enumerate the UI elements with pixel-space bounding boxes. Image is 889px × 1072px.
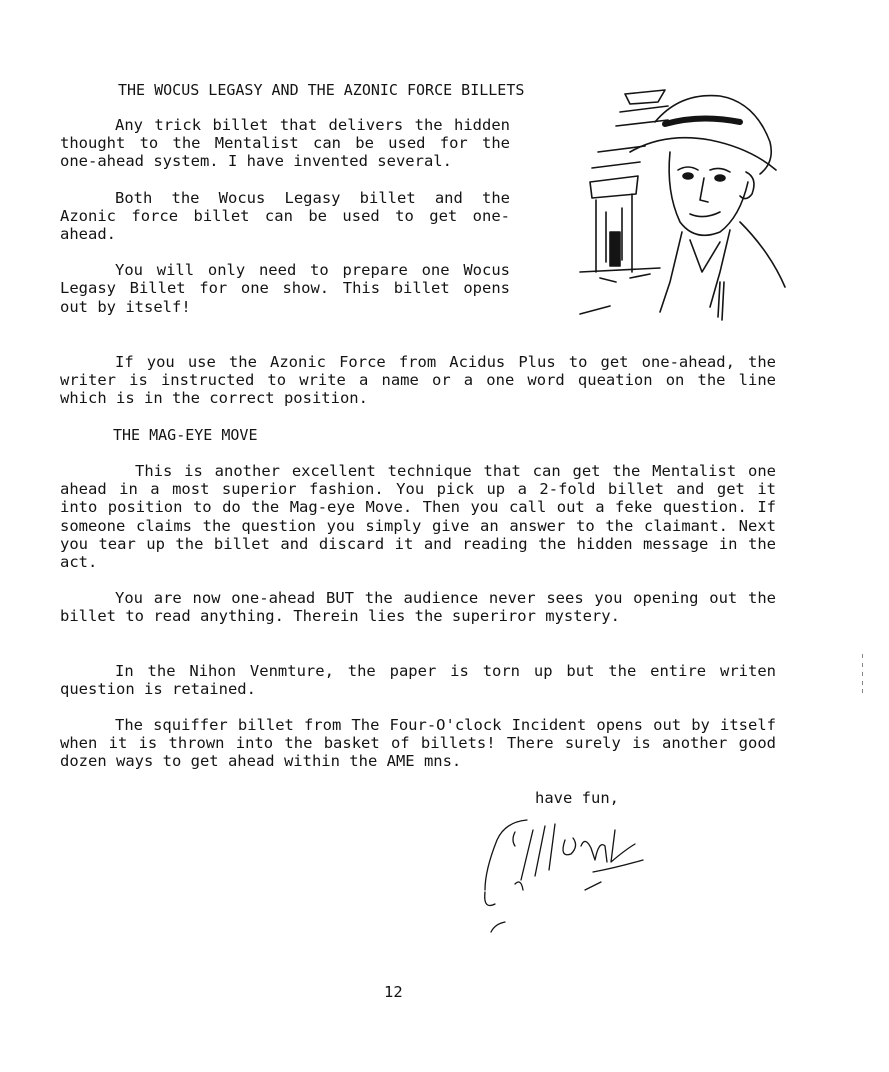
scan-edge-marks <box>861 654 864 694</box>
body-paragraph: You are now one-ahead BUT the audience never sees you opening out the billet to read anything. Therein lies the superiror mystery. <box>60 589 776 626</box>
nihon-paragraph-block <box>60 662 776 698</box>
section-subheading: THE MAG-EYE MOVE <box>113 426 258 444</box>
body-paragraph: The squiffer billet from The Four-O'clock Incident opens out by itself when it is thrown into the basket of billets! There surely is another good dozen ways to get ahead within the AME mns. <box>60 716 776 771</box>
intro-paragraph: You will only need to prepare one Wocus Legasy Billet for one show. This billet opens out by itself! <box>60 261 510 316</box>
page-number: 12 <box>384 983 403 1001</box>
mag-eye-paragraph-block <box>60 462 776 571</box>
body-paragraph: If you use the Azonic Force from Acidus Plus to get one-ahead, the writer is instructed to write a name or a one word queation on the line which is in the correct position. <box>60 353 776 408</box>
intro-paragraph: Both the Wocus Legasy billet and the Azonic force billet can be used to get one-ahead. <box>60 188 510 244</box>
body-paragraph: In the Nihon Venmture, the paper is torn up but the entire writen question is retained. <box>60 662 776 699</box>
squiffer-paragraph-block <box>60 716 776 771</box>
intro-section <box>60 116 510 334</box>
man-in-fedora-illustration <box>570 82 790 327</box>
body-paragraph: This is another excellent technique that can get the Mentalist one ahead in a most superior fashion. You pick up a 2-fold billet and get it into position to do the Mag-eye Move. Then you call out a feke question. If someone claims the question you simply give an answer to the claimant. Next you tear up the billet and discard it and reading the hidden message in the act. <box>60 462 776 572</box>
azonic-force-paragraph-block <box>60 353 776 408</box>
closing-line: have fun, <box>535 789 619 807</box>
intro-paragraph: Any trick billet that delivers the hidden thought to the Mentalist can be used for the one-ahead system. I have invented several. <box>60 116 510 171</box>
one-ahead-paragraph-block <box>60 589 776 625</box>
page-title: THE WOCUS LEGASY AND THE AZONIC FORCE BILLETS <box>118 81 525 99</box>
handwritten-signature <box>475 810 655 940</box>
